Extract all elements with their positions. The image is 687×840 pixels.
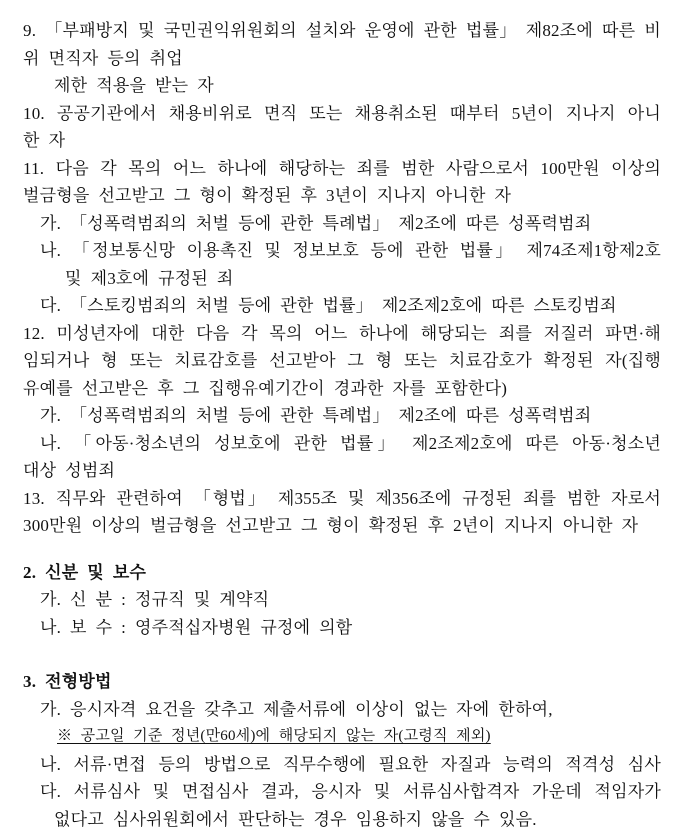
clause-subitem-continuation: 및 제3호에 규정된 죄: [65, 268, 234, 288]
clause-line: 9. 「부패방지 및 국민권익위원회의 설치와 운영에 관한 법률」 제82조에 따른 비: [23, 21, 661, 40]
clause-line: 12. 미성년자에 대한 다음 각 목의 어느 하나에 해당되는 죄를 저질러 파면·해: [23, 323, 661, 343]
selection-item-na: 나. 서류·면접 등의 방법으로 직무수행에 필요한 자질과 능력의 적격성 심사: [40, 754, 661, 774]
clause-subitem: 나. 「아동·청소년의 성보호에 관한 법률」 제2조제2호에 따른 아동·청소년: [40, 433, 661, 453]
selection-item-da: 다. 서류심사 및 면접심사 결과, 응시자 및 서류심사합격자 가운데 적임자가: [40, 782, 661, 801]
selection-item-da-continuation: 없다고 심사위원회에서 판단하는 경우 임용하지 않을 수 있음.: [54, 809, 537, 829]
status-item: 가. 신 분 : 정규직 및 계약직: [40, 590, 270, 609]
clause-subitem: 가. 「성폭력범죄의 처벌 등에 관한 특례법」 제2조에 따른 성폭력범죄: [40, 213, 592, 233]
pay-item: 나. 보 수 : 영주적십자병원 규정에 의함: [40, 617, 353, 637]
clause-line: 제한 적용을 받는 자: [54, 76, 214, 95]
clause-line: 대상 성범죄: [23, 461, 116, 480]
clause-line: 300만원 이상의 벌금형을 선고받고 그 형이 확정된 후 2년이 지나지 아니한 자: [23, 516, 639, 535]
clause-line: 벌금형을 선고받고 그 형이 확정된 후 3년이 지나지 아니한 자: [23, 186, 512, 205]
clause-line: 유예를 선고받은 후 그 집행유예기간이 경과한 자를 포함한다): [23, 378, 508, 398]
clause-line: 13. 직무와 관련하여 「형법」 제355조 및 제356조에 규정된 죄를 범한 자로서: [23, 488, 661, 508]
clause-line: 임되거나 형 또는 치료감호를 선고받아 그 형 또는 치료감호가 확정된 자(집행: [23, 351, 661, 370]
clause-line: 11. 다음 각 목의 어느 하나에 해당하는 죄를 범한 사람으로서 100만원 이상의: [23, 158, 661, 178]
clause-subitem: 나. 「정보통신망 이용촉진 및 정보보호 등에 관한 법률」 제74조제1항제2호: [40, 241, 661, 260]
selection-item-ga: 가. 응시자격 요건을 갖추고 제출서류에 이상이 없는 자에 한하여,: [40, 699, 553, 719]
section-status-pay-heading: 2. 신분 및 보수: [23, 562, 147, 582]
clause-line: 위 면직자 등의 취업: [23, 48, 183, 68]
section-selection-heading: 3. 전형방법: [23, 672, 112, 691]
clause-subitem: 다. 「스토킹범죄의 처벌 등에 관한 법률」 제2조제2호에 따른 스토킹범죄: [40, 296, 617, 315]
clause-line: 한 자: [23, 131, 66, 150]
clause-line: 10. 공공기관에서 채용비위로 면직 또는 채용취소된 때부터 5년이 지나지 아니: [23, 103, 661, 123]
clause-subitem: 가. 「성폭력범죄의 처벌 등에 관한 특례법」 제2조에 따른 성폭력범죄: [40, 406, 592, 425]
age-limit-note: ※ 공고일 기준 정년(만60세)에 해당되지 않는 자(고령직 제외): [57, 728, 491, 744]
